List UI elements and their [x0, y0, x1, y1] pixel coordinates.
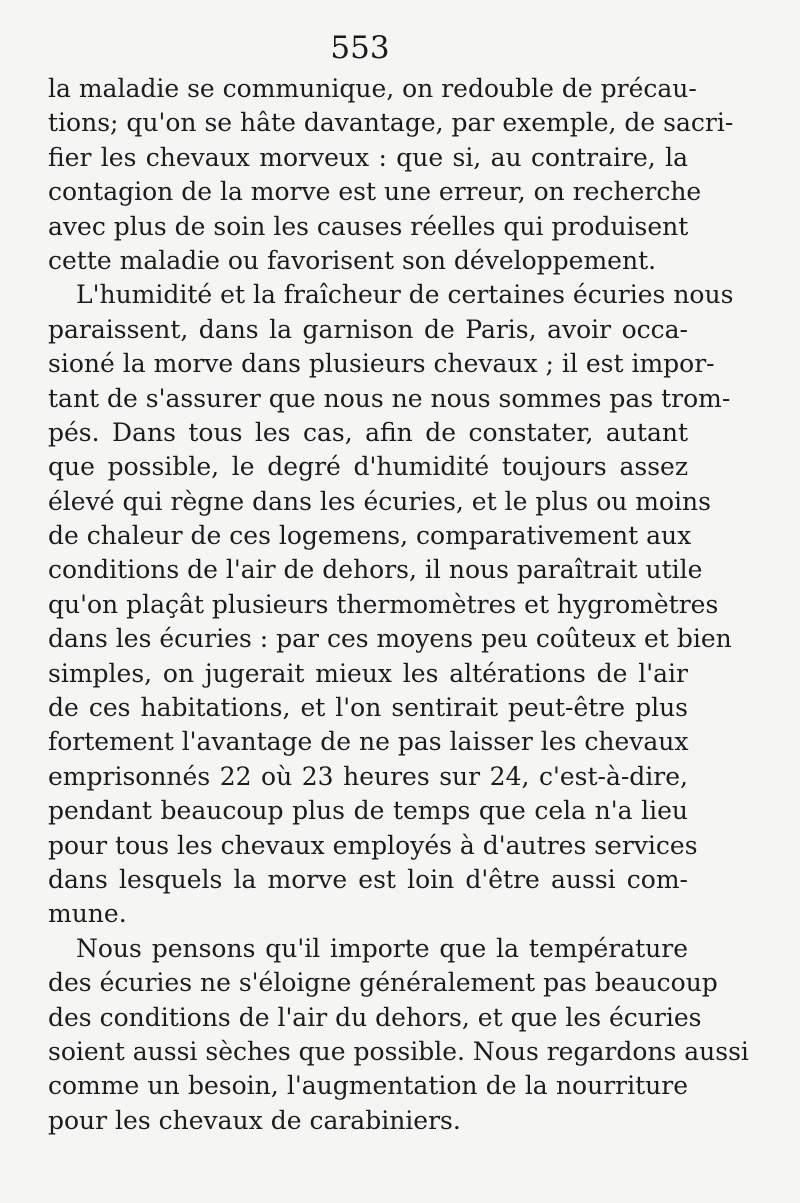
text-line: pendant beaucoup plus de temps que cela n'a lieu: [48, 796, 688, 826]
text-line: de ces habitations, et l'on sentirait peut-être plus: [48, 693, 688, 723]
text-line: fortement l'avantage de ne pas laisser les chevaux: [48, 727, 689, 757]
text-line: avec plus de soin les causes réelles qui produisent: [48, 211, 689, 241]
text-line: pour tous les chevaux employés à d'autres services: [48, 830, 698, 860]
text-line: Nous pensons qu'il importe que la température: [76, 933, 688, 963]
text-line: dans les écuries : par ces moyens peu coûteux et bien: [48, 624, 732, 654]
text-line: soient aussi sèches que possible. Nous regardons aussi: [48, 1036, 749, 1066]
text-line: emprisonnés 22 où 23 heures sur 24, c'est-à-dire,: [48, 761, 688, 791]
text-line: tant de s'assurer que nous ne nous sommes pas trom-: [48, 383, 731, 413]
text-line: que possible, le degré d'humidité toujours assez: [48, 452, 688, 482]
text-line: paraissent, dans la garnison de Paris, avoir occa-: [48, 314, 688, 344]
text-line: pés. Dans tous les cas, afin de constater, autant: [48, 417, 688, 447]
text-line: des conditions de l'air du dehors, et que les écuries: [48, 1002, 702, 1032]
text-line: la maladie se communique, on redouble de précau-: [48, 74, 697, 103]
text-line: L'humidité et la fraîcheur de certaines écuries nous: [76, 280, 734, 310]
text-line: sioné la morve dans plusieurs chevaux ; il est impor-: [48, 349, 715, 379]
text-line: qu'on plaçât plusieurs thermomètres et hygromètres: [48, 589, 719, 619]
text-line: élevé qui règne dans les écuries, et le plus ou moins: [48, 486, 711, 516]
text-line: fier les chevaux morveux : que si, au contraire, la: [48, 142, 688, 172]
page-number: 553: [330, 30, 390, 66]
text-line: dans lesquels la morve est loin d'être aussi com-: [48, 864, 688, 894]
body-text: [48, 72, 749, 1138]
text-line: simples, on jugerait mieux les altérations de l'air: [48, 658, 688, 688]
text-line: des écuries ne s'éloigne généralement pas beaucoup: [48, 968, 718, 998]
text-line: contagion de la morve est une erreur, on recherche: [48, 177, 702, 207]
text-line: pour les chevaux de carabiniers.: [48, 1105, 461, 1135]
text-line: cette maladie ou favorisent son développement.: [48, 245, 657, 275]
text-line: de chaleur de ces logemens, comparativement aux: [48, 521, 692, 551]
text-line: tions; qu'on se hâte davantage, par exemple, de sacri-: [48, 108, 734, 138]
text-line: mune.: [48, 899, 127, 929]
text-line: comme un besoin, l'augmentation de la nourriture: [48, 1071, 688, 1101]
text-line: conditions de l'air de dehors, il nous paraîtrait utile: [48, 555, 703, 585]
